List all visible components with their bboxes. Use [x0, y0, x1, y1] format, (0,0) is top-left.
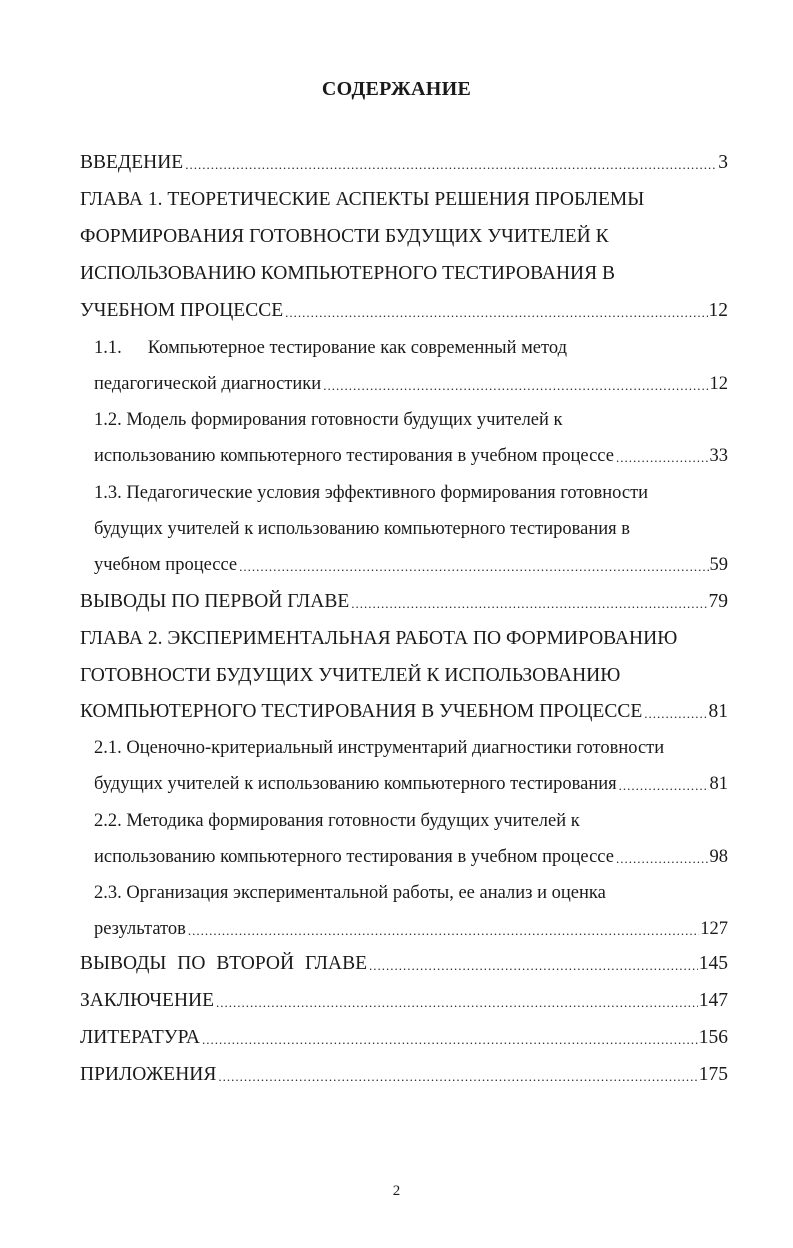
dot-leader	[185, 155, 717, 175]
toc-entry-label: будущих учителей к использованию компьютерного тестирования в	[94, 519, 630, 539]
toc-entry-label: 1.3. Педагогические условия эффективного формирования готовности	[94, 483, 649, 503]
toc-entry-label: 2.2. Методика формирования готовности будущих учителей к	[94, 811, 580, 831]
toc-entry-label: 1.2. Модель формирования готовности будущих учителей к	[94, 410, 563, 430]
toc-entry-label: ВВЕДЕНИЕ	[80, 152, 184, 173]
toc-entry-chapter-2-line-2[interactable]	[80, 658, 728, 688]
toc-entry-label: КОМПЬЮТЕРНОГО ТЕСТИРОВАНИЯ В УЧЕБНОМ ПРОЦЕССЕ	[80, 701, 643, 722]
toc-entry-chapter-1-line-4[interactable]	[80, 293, 728, 323]
section-number: 1.1.	[94, 338, 122, 358]
toc-entry-chapter-1-line-3[interactable]	[80, 256, 728, 286]
toc-entry-label: ПРИЛОЖЕНИЯ	[80, 1064, 217, 1085]
toc-entry-section-1-3-line-2[interactable]	[94, 511, 728, 541]
toc-entry-label: ЛИТЕРАТУРА	[80, 1027, 200, 1048]
toc-entry-section-1-3-line-3[interactable]	[94, 547, 728, 577]
toc-entry-label: использованию компьютерного тестирования в учебном процессе	[94, 446, 614, 466]
toc-entry-conclusion[interactable]	[80, 983, 728, 1013]
toc-page-number: 145	[698, 953, 728, 974]
toc-entry-section-1-1-line-1[interactable]	[94, 330, 728, 360]
toc-entry-label: ИСПОЛЬЗОВАНИЮ КОМПЬЮТЕРНОГО ТЕСТИРОВАНИЯ В	[80, 263, 616, 284]
dot-leader	[616, 448, 709, 468]
toc-page-number: 12	[708, 300, 728, 321]
toc-page-number: 127	[700, 919, 728, 939]
toc-entry-introduction[interactable]	[80, 145, 728, 175]
page-title: СОДЕРЖАНИЕ	[321, 78, 472, 100]
dot-leader	[216, 993, 698, 1013]
dot-leader	[644, 704, 707, 724]
toc-entry-section-1-1-line-2[interactable]	[94, 366, 728, 396]
toc-entry-section-2-2-line-1[interactable]	[94, 803, 728, 833]
toc-entry-label: ФОРМИРОВАНИЯ ГОТОВНОСТИ БУДУЩИХ УЧИТЕЛЕЙ К	[80, 226, 609, 247]
toc-entry-label: УЧЕБНОМ ПРОЦЕССЕ	[80, 300, 284, 321]
dot-leader	[369, 956, 698, 976]
toc-entry-conclusions-chapter-2[interactable]	[80, 946, 728, 976]
toc-page-number: 33	[709, 446, 728, 466]
toc-page-number: 12	[709, 374, 728, 394]
toc-entry-conclusions-chapter-1[interactable]	[80, 584, 728, 614]
page-number: 2	[392, 1183, 401, 1199]
toc-page-number: 81	[709, 774, 728, 794]
toc-entry-section-2-2-line-2[interactable]	[94, 839, 728, 869]
toc-entry-label: будущих учителей к использованию компьютерного тестирования	[94, 774, 617, 794]
toc-entry-label: Компьютерное тестирование как современный метод	[147, 338, 567, 358]
toc-entry-label: ВЫВОДЫ ПО ВТОРОЙ ГЛАВЕ	[80, 953, 367, 974]
dot-leader	[285, 303, 707, 323]
toc-entry-section-2-3-line-1[interactable]	[94, 875, 728, 905]
toc-entry-label: ГЛАВА 2. ЭКСПЕРИМЕНТАЛЬНАЯ РАБОТА ПО ФОРМИРОВАНИЮ	[80, 628, 678, 649]
toc-entry-label: ГЛАВА 1. ТЕОРЕТИЧЕСКИЕ АСПЕКТЫ РЕШЕНИЯ ПРОБЛЕМЫ	[80, 189, 645, 210]
toc-page-number: 98	[709, 847, 728, 867]
toc-page-number: 147	[698, 990, 728, 1011]
dot-leader	[218, 1067, 697, 1087]
toc-page-number: 81	[708, 701, 728, 722]
toc-entry-label: ЗАКЛЮЧЕНИЕ	[80, 990, 215, 1011]
dot-leader	[202, 1030, 698, 1050]
toc-page-number: 79	[708, 591, 728, 612]
toc-entry-section-1-3-line-1[interactable]	[94, 475, 728, 505]
toc-entry-label: педагогической диагностики	[94, 374, 322, 394]
toc-entry-label: ВЫВОДЫ ПО ПЕРВОЙ ГЛАВЕ	[80, 591, 350, 612]
toc-page-number: 59	[709, 555, 728, 575]
dot-leader	[351, 594, 707, 614]
toc-page-number: 175	[698, 1064, 728, 1085]
toc-entry-section-2-3-line-2[interactable]	[94, 911, 728, 941]
toc-entry-label: учебном процессе	[94, 555, 238, 575]
toc-page-number: 3	[718, 152, 728, 173]
toc-entry-chapter-1-line-2[interactable]	[80, 219, 728, 249]
toc-entry-appendix[interactable]	[80, 1057, 728, 1087]
dot-leader	[188, 921, 699, 941]
toc-entry-label: использованию компьютерного тестирования в учебном процессе	[94, 847, 614, 867]
toc-entry-label: 2.1. Оценочно-критериальный инструментарий диагностики готовности	[94, 738, 665, 758]
toc-entry-label: результатов	[94, 919, 186, 939]
toc-entry-section-2-1-line-2[interactable]	[94, 766, 728, 796]
toc-entry-literature[interactable]	[80, 1020, 728, 1050]
toc-page-number: 156	[698, 1027, 728, 1048]
toc-entry-chapter-1-line-1[interactable]	[80, 182, 728, 212]
toc-entry-section-1-2-line-2[interactable]	[94, 438, 728, 468]
dot-leader	[616, 849, 709, 869]
dot-leader	[239, 557, 708, 577]
toc-entry-chapter-2-line-1[interactable]	[80, 621, 728, 651]
toc-entry-label: 2.3. Организация экспериментальной работы, ее анализ и оценка	[94, 883, 606, 903]
toc-entry-section-2-1-line-1[interactable]	[94, 730, 728, 760]
dot-leader	[619, 776, 709, 796]
toc-entry-label: ГОТОВНОСТИ БУДУЩИХ УЧИТЕЛЕЙ К ИСПОЛЬЗОВАНИЮ	[80, 665, 621, 686]
toc-entry-section-1-2-line-1[interactable]	[94, 402, 728, 432]
dot-leader	[323, 376, 708, 396]
toc-entry-chapter-2-line-3[interactable]	[80, 694, 728, 724]
